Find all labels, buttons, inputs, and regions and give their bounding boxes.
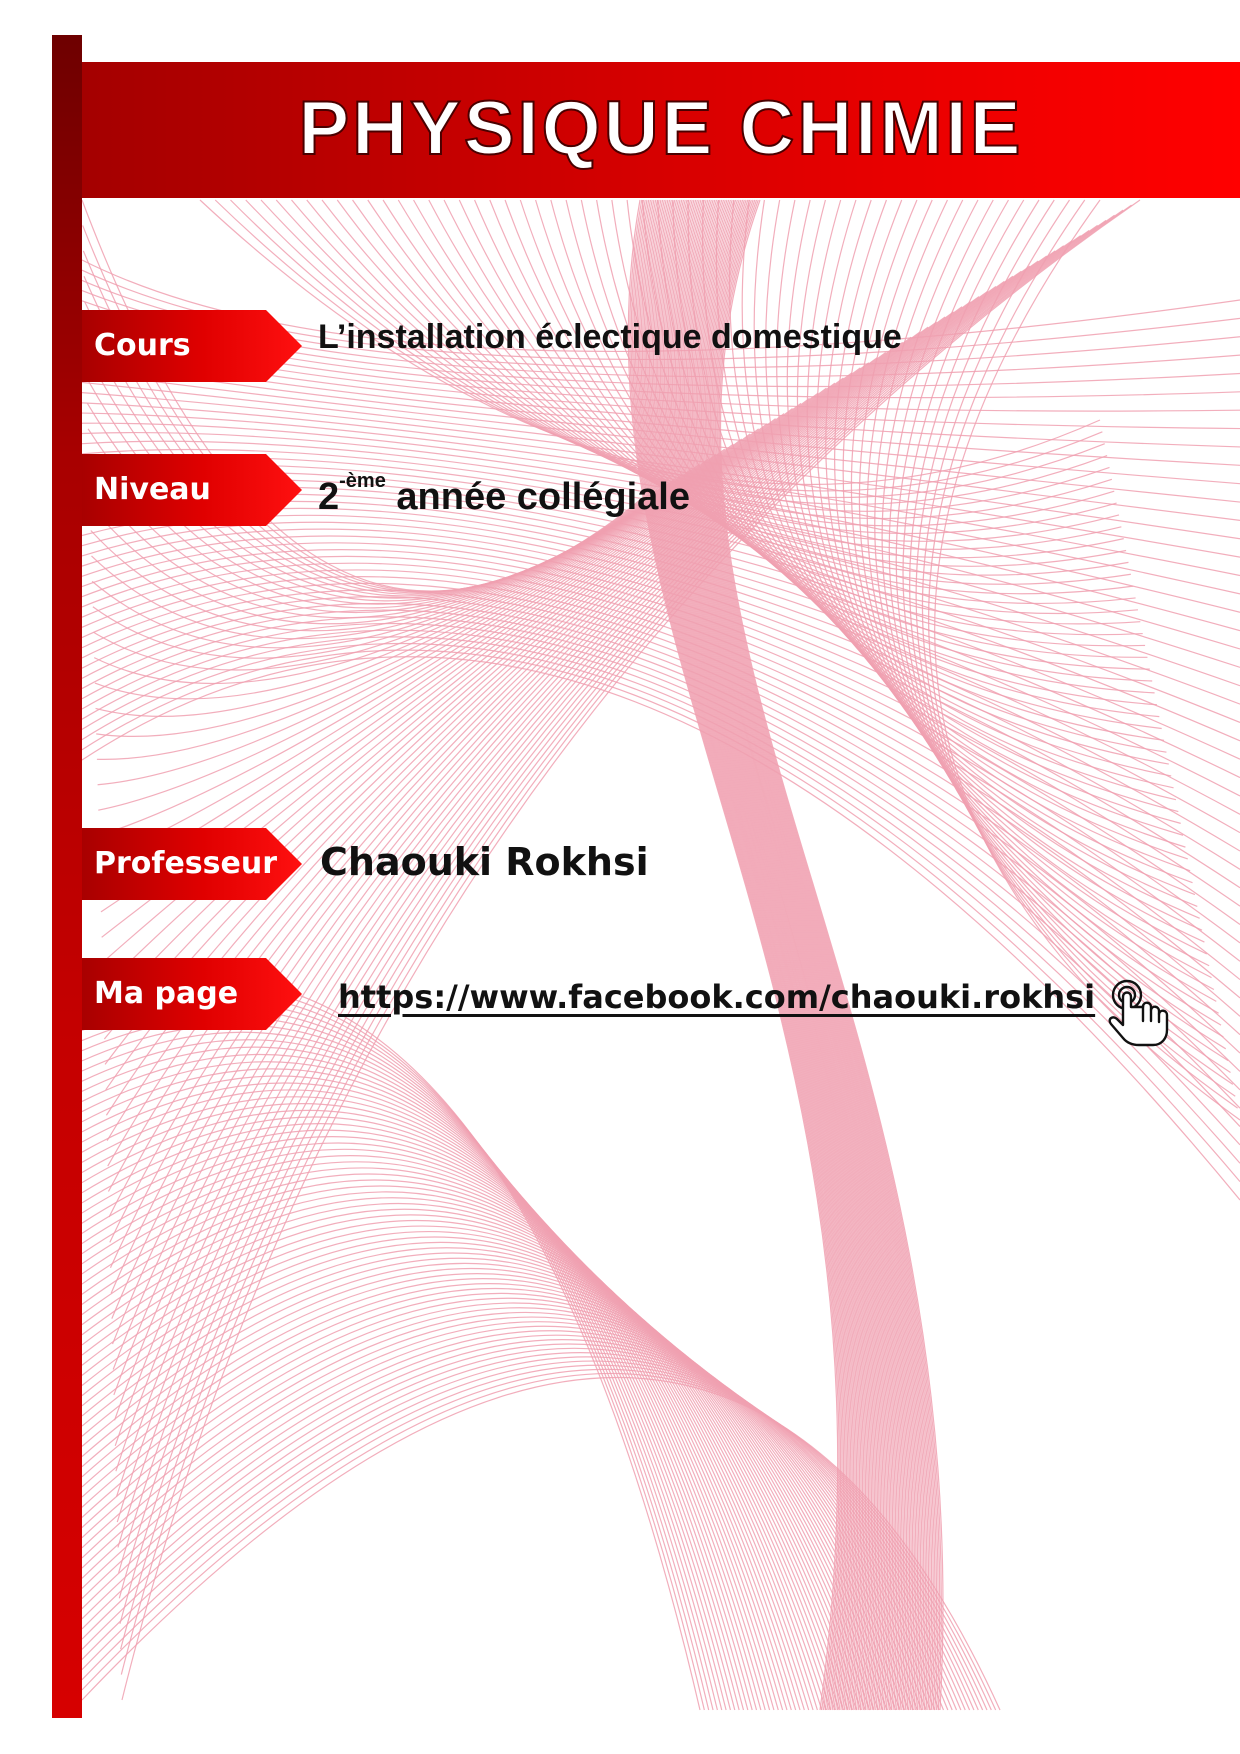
cours-label: Cours (94, 328, 191, 363)
ma-page-tag (82, 958, 302, 1030)
professeur-value: Chaouki Rokhsi (320, 840, 649, 884)
niveau-superscript: -ème (339, 470, 386, 492)
left-side-bar (52, 35, 82, 1718)
cours-tag (82, 310, 302, 382)
title-banner (82, 62, 1240, 198)
niveau-tag (82, 454, 302, 526)
page-title: PHYSIQUE CHIMIE (298, 86, 1024, 171)
niveau-rest: année collégiale (385, 476, 690, 518)
professeur-label: Professeur (94, 846, 278, 881)
niveau-value (318, 470, 690, 519)
cours-value: L’installation éclectique domestique (318, 318, 902, 356)
hand-pointer-click-icon[interactable] (1105, 975, 1185, 1055)
professeur-tag (82, 828, 302, 900)
ma-page-label: Ma page (94, 976, 239, 1011)
niveau-label: Niveau (94, 472, 211, 507)
niveau-number: 2 (318, 476, 340, 518)
facebook-link[interactable]: https://www.facebook.com/chaouki.rokhsi (338, 978, 1096, 1016)
